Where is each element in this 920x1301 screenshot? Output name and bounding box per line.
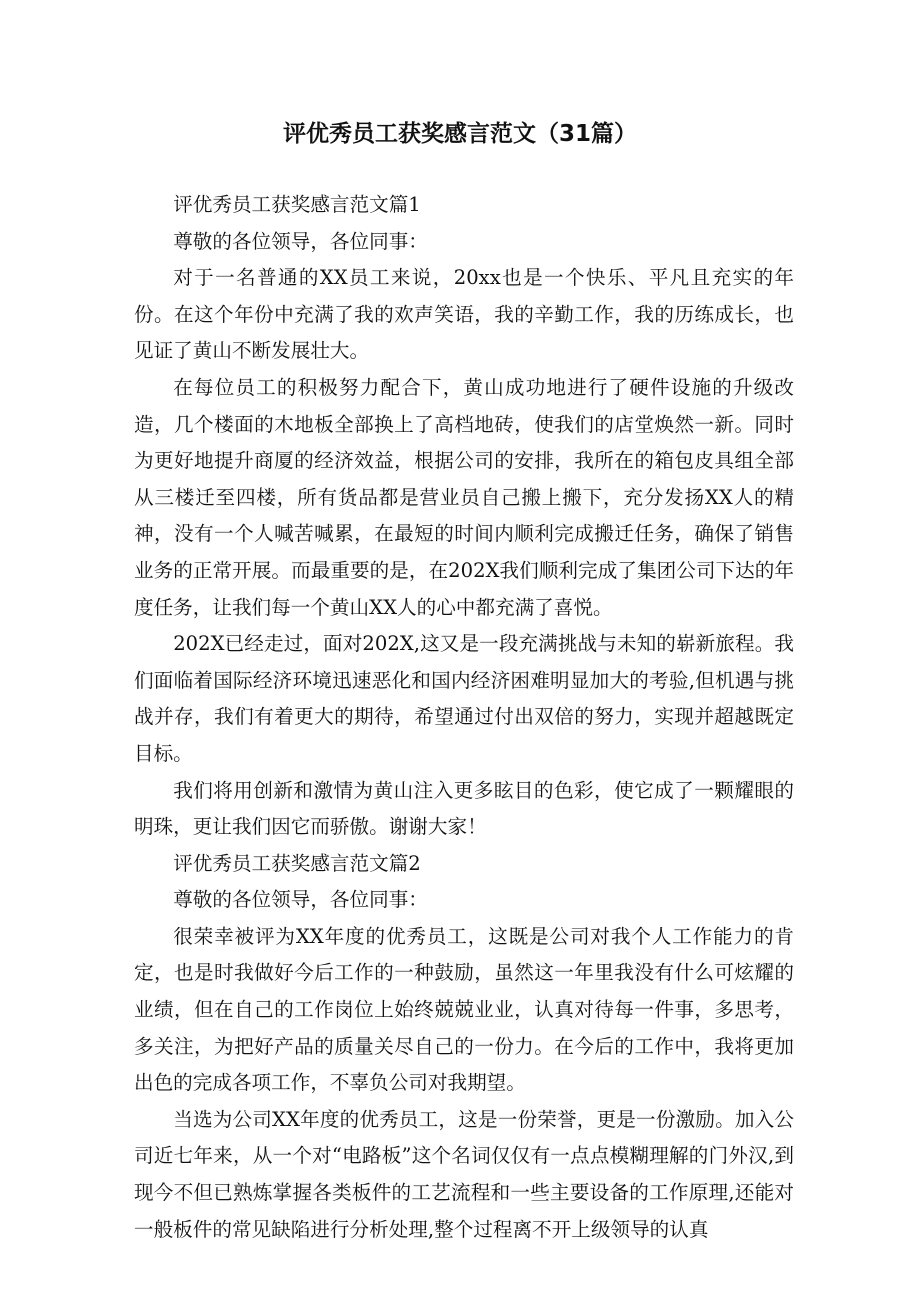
document-body — [134, 187, 794, 1248]
section-heading-1: 评优秀员工获奖感言范文篇1 — [173, 193, 421, 216]
body-paragraph: 很荣幸被评为XX年度的优秀员工，这既是公司对我个人工作能力的肯定，也是时我做好今后工作的一种鼓励，虽然这一年里我没有什么可炫耀的业绩，但在自己的工作岗位上始终兢兢业业，认真对待每一件事，多思考，多关注，为把好产品的质量关尽自己的一份力。在今后的工作中，我将更加出色的完成各项工作，不辜负公司对我期望。 — [134, 924, 794, 1095]
body-paragraph: 对于一名普通的XX员工来说，20xx也是一个快乐、平凡且充实的年份。在这个年份中充满了我的欢声笑语，我的辛勤工作，我的历练成长，也见证了黄山不断发展壮大。 — [134, 266, 794, 363]
body-paragraph: 我们将用创新和激情为黄山注入更多眩目的色彩，使它成了一颗耀眼的明珠，更让我们因它而骄傲。谢谢大家！ — [134, 778, 794, 839]
section-heading-2: 评优秀员工获奖感言范文篇2 — [173, 851, 421, 875]
body-paragraph: 当选为公司XX年度的优秀员工，这是一份荣誉，更是一份激励。加入公司近七年来，从一个对“电路板”这个名词仅仅有一点点模糊理解的门外汉,到现今不但已熟炼掌握各类板件的工艺流程和一些主要设备的工作原理,还能对一般板件的常见缺陷进行分析处理,整个过程离不开上级领导的认真 — [134, 1107, 794, 1241]
salutation-paragraph: 尊敬的各位领导，各位同事： — [173, 888, 428, 912]
salutation-paragraph: 尊敬的各位领导，各位同事： — [173, 229, 428, 253]
body-paragraph: 在每位员工的积极努力配合下，黄山成功地进行了硬件设施的升级改造，几个楼面的木地板全部换上了高档地砖，使我们的店堂焕然一新。同时为更好地提升商厦的经济效益，根据公司的安排，我所在的箱包皮具组全部从三楼迁至四楼，所有货品都是营业员自己搬上搬下，充分发扬XX人的精神，没有一个人喊苦喊累，在最短的时间内顺利完成搬迁任务，确保了销售业务的正常开展。而最重要的是，在202X我们顺利完成了集团公司下达的年度任务，让我们每一个黄山XX人的心中都充满了喜悦。 — [134, 375, 794, 619]
body-paragraph: 202X已经走过，面对202X,这又是一段充满挑战与未知的崭新旅程。我们面临着国际经济环境迅速恶化和国内经济困难明显加大的考验,但机遇与挑战并存，我们有着更大的期待，希望通过付出双倍的努力，实现并超越既定目标。 — [134, 632, 794, 765]
document-title: 评优秀员工获奖感言范文（31篇） — [282, 121, 637, 147]
